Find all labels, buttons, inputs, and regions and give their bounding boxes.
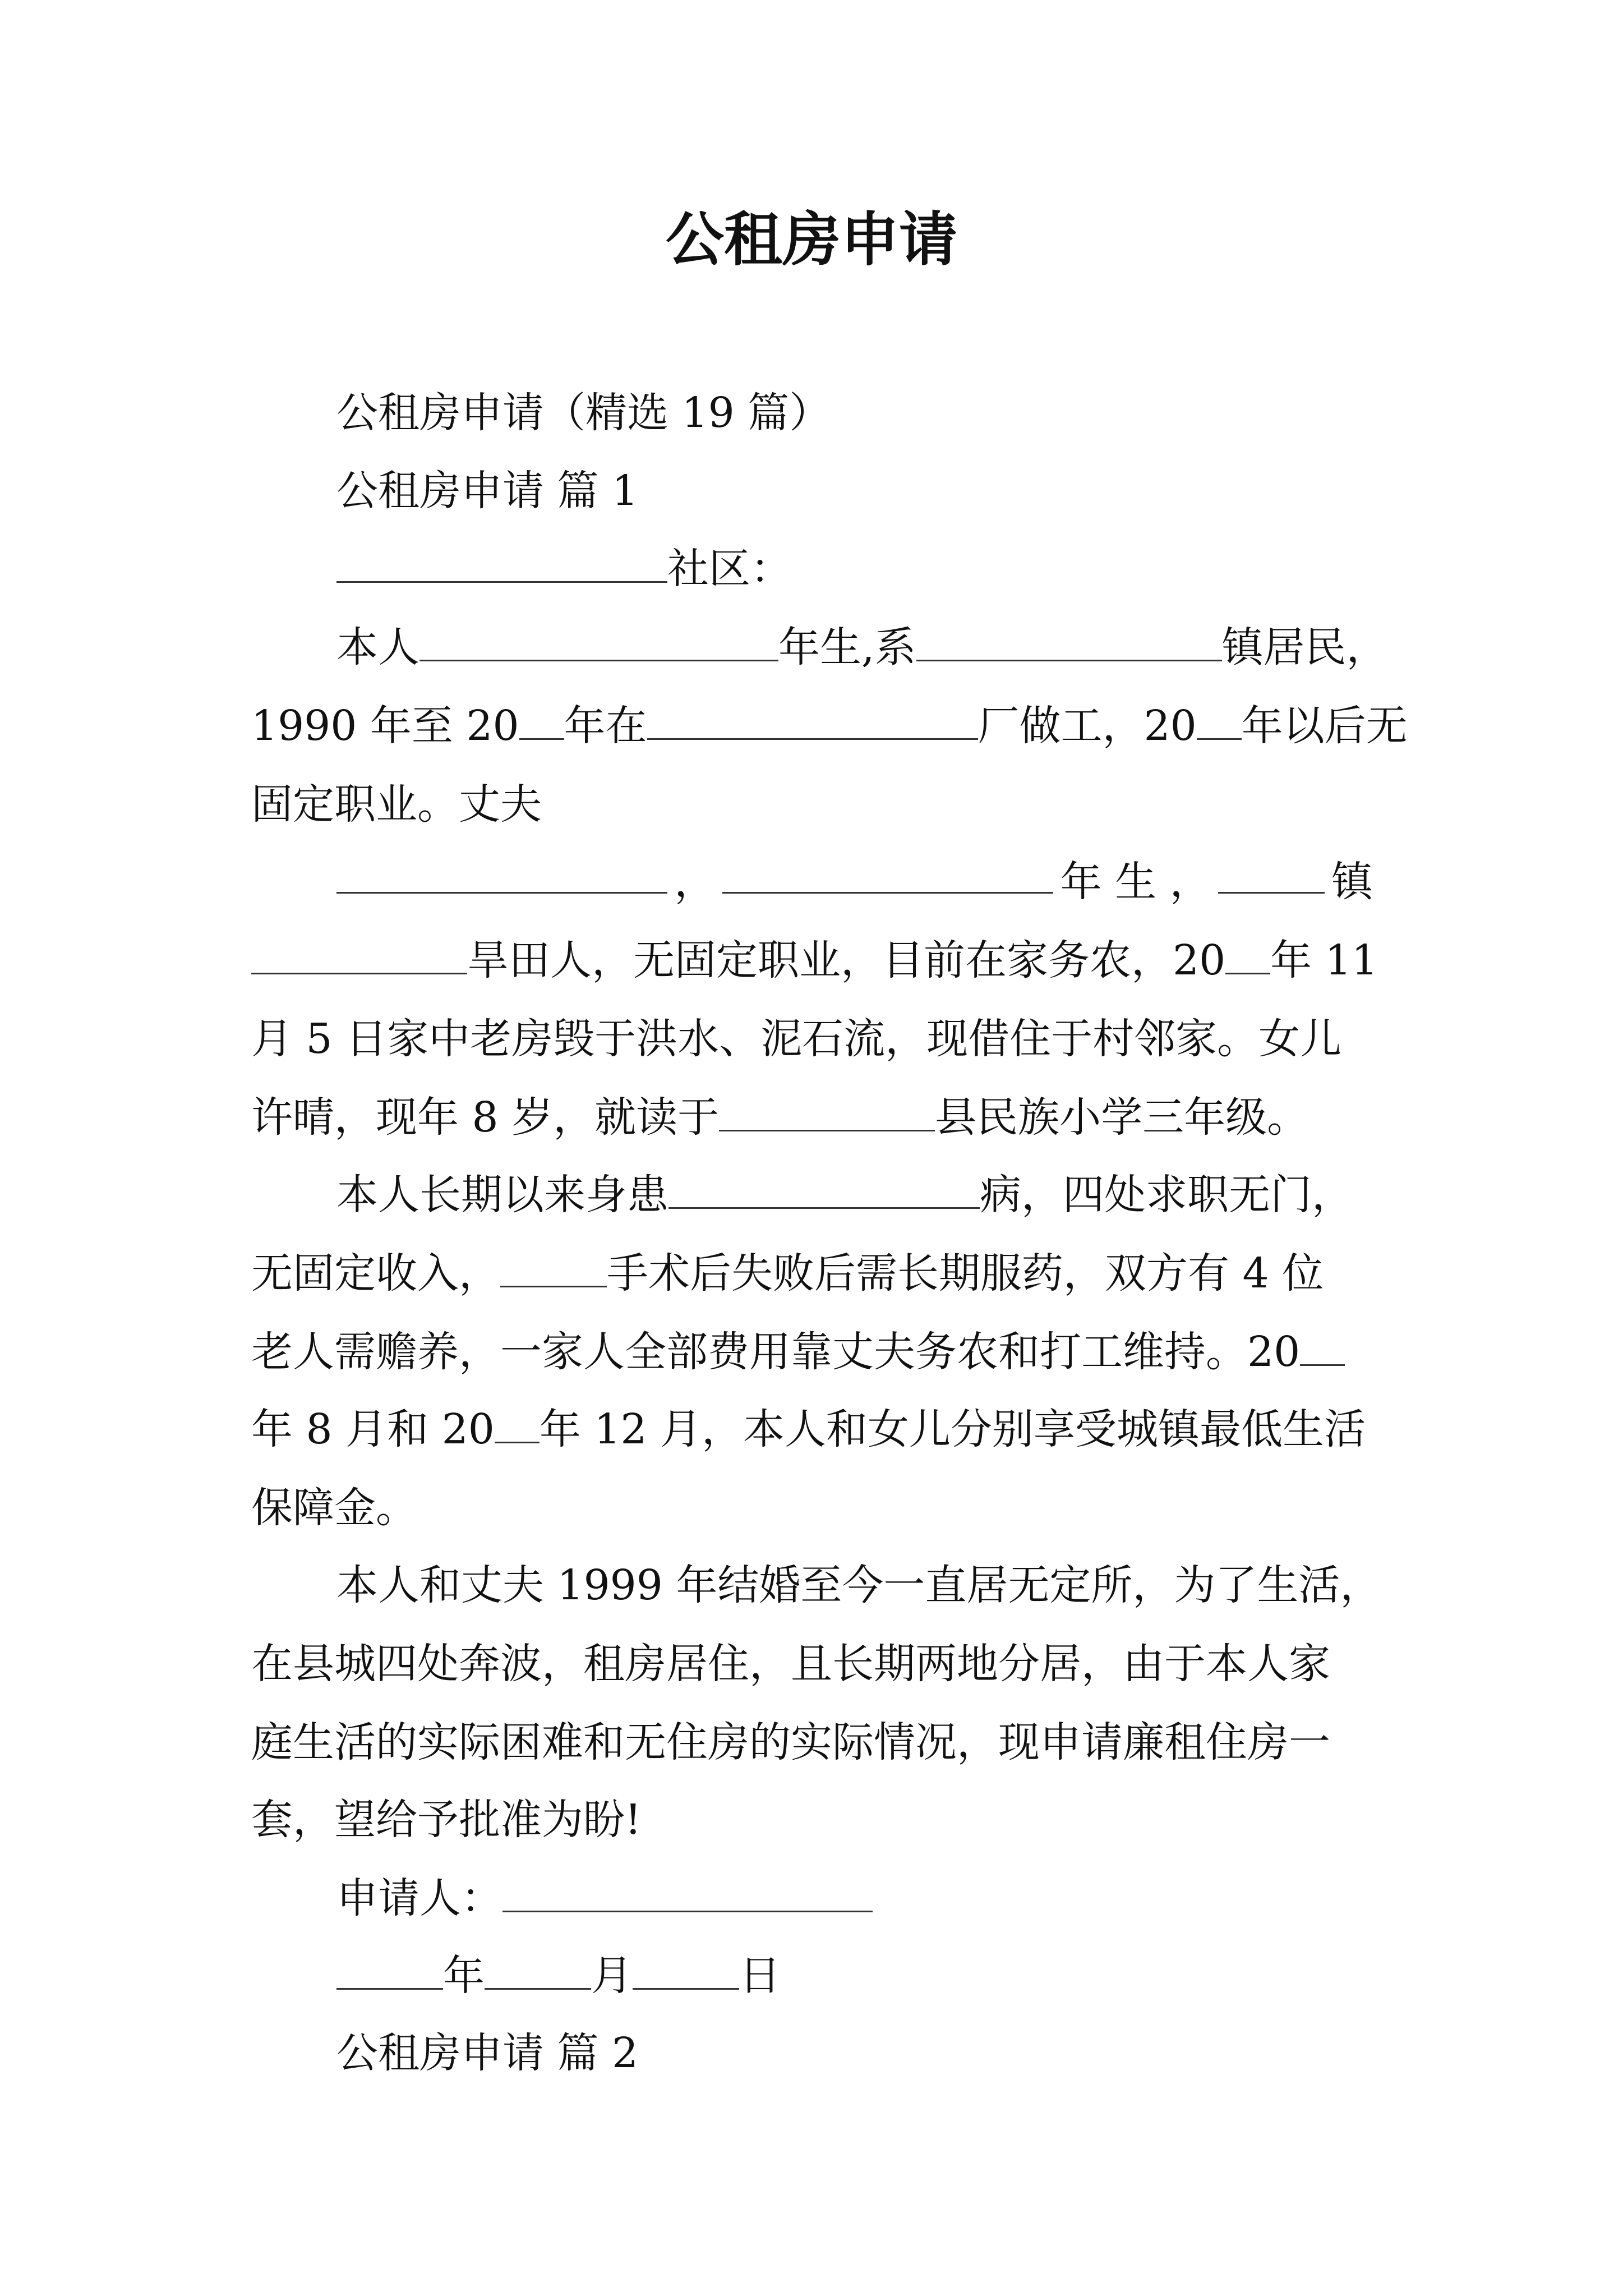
text: 病，四处求职无门，	[980, 1171, 1353, 1219]
text: 老人需赡养，一家人全部费用靠丈夫务农和打工维持。20	[251, 1328, 1301, 1376]
text: 年生,系	[778, 623, 916, 671]
text: 镇	[1331, 858, 1373, 906]
text: 1990 年至 20	[251, 702, 519, 750]
blank-year	[336, 1950, 443, 1990]
text: 日	[739, 1952, 781, 2000]
blank-month	[485, 1950, 591, 1990]
p3-line1: 本人和丈夫 1999 年结婚至今一直居无定所，为了生活，	[336, 1561, 1382, 1609]
blank-applicant-name	[502, 1872, 873, 1912]
blank-year	[1300, 1326, 1345, 1366]
text: 厂做工，20	[978, 702, 1197, 750]
p3-line3: 庭生活的实际困难和无住房的实际情况，现申请廉租住房一	[251, 1718, 1330, 1766]
text: 年 11	[1270, 936, 1378, 984]
section-heading-1: 公租房申请 篇 1	[336, 467, 639, 515]
blank-husband-name	[336, 854, 667, 894]
p2-line5: 保障金。	[251, 1484, 417, 1532]
section-heading-2: 公租房申请 篇 2	[336, 2029, 639, 2077]
community-line	[336, 541, 792, 597]
blank-town	[1218, 854, 1325, 894]
applicant-label: 申请人：	[336, 1874, 502, 1922]
text: 许晴，现年 8 岁，就读于	[251, 1093, 720, 1142]
text: 年 8 月和 20	[251, 1405, 495, 1453]
blank-factory	[647, 700, 978, 740]
blank-county	[719, 1092, 935, 1131]
text: ，	[674, 858, 716, 906]
text: 本人	[336, 623, 419, 671]
blank-husband-birth	[722, 854, 1053, 894]
blank-year	[1197, 700, 1242, 740]
blank-illness	[668, 1169, 980, 1209]
text: 年 12 月，本人和女儿分别享受城镇最低生活	[539, 1405, 1366, 1453]
blank-year	[500, 1248, 607, 1287]
p1-line7	[251, 1089, 1308, 1145]
p1-line6: 月 5 日家中老房毁于洪水、泥石流，现借住于村邻家。女儿	[251, 1015, 1342, 1063]
date-line	[336, 1948, 781, 2004]
p1-line4	[336, 854, 1373, 910]
p1-line3: 固定职业。丈夫	[251, 780, 542, 829]
blank-year	[1225, 935, 1270, 974]
p2-line3	[251, 1324, 1345, 1380]
text: 年	[443, 1952, 485, 2000]
text: 月	[591, 1952, 633, 2000]
p2-line4	[251, 1401, 1366, 1457]
blank-community	[336, 543, 667, 583]
blank-village	[251, 935, 467, 974]
applicant-line	[336, 1870, 873, 1926]
text: 无固定收入，	[251, 1249, 500, 1297]
blank-year	[519, 700, 564, 740]
text: 年以后无	[1241, 702, 1408, 750]
p1-line2	[251, 698, 1408, 754]
p1-line1	[336, 619, 1388, 675]
text: 本人长期以来身患	[336, 1171, 668, 1219]
text: 年 生 ，	[1060, 858, 1211, 906]
subtitle: 公租房申请（精选 19 篇）	[336, 389, 831, 437]
text: 年在	[564, 702, 647, 750]
community-label: 社区：	[667, 545, 792, 593]
text: 镇居民，	[1221, 623, 1388, 671]
p2-line1	[336, 1167, 1353, 1223]
page-title: 公租房申请	[665, 205, 957, 274]
blank-year	[495, 1404, 540, 1443]
blank-birth-year	[419, 622, 778, 661]
p2-line2	[251, 1245, 1324, 1301]
blank-day	[633, 1950, 739, 1990]
text: 手术后失败后需长期服药，双方有 4 位	[607, 1249, 1324, 1297]
text: 县民族小学三年级。	[935, 1093, 1309, 1142]
blank-town	[916, 622, 1222, 661]
p3-line4: 套，望给予批准为盼!	[251, 1796, 642, 1844]
p1-line5	[251, 932, 1378, 988]
text: 旱田人，无固定职业，目前在家务农，20	[467, 936, 1226, 984]
p3-line2: 在县城四处奔波，租房居住，且长期两地分居，由于本人家	[251, 1640, 1330, 1688]
